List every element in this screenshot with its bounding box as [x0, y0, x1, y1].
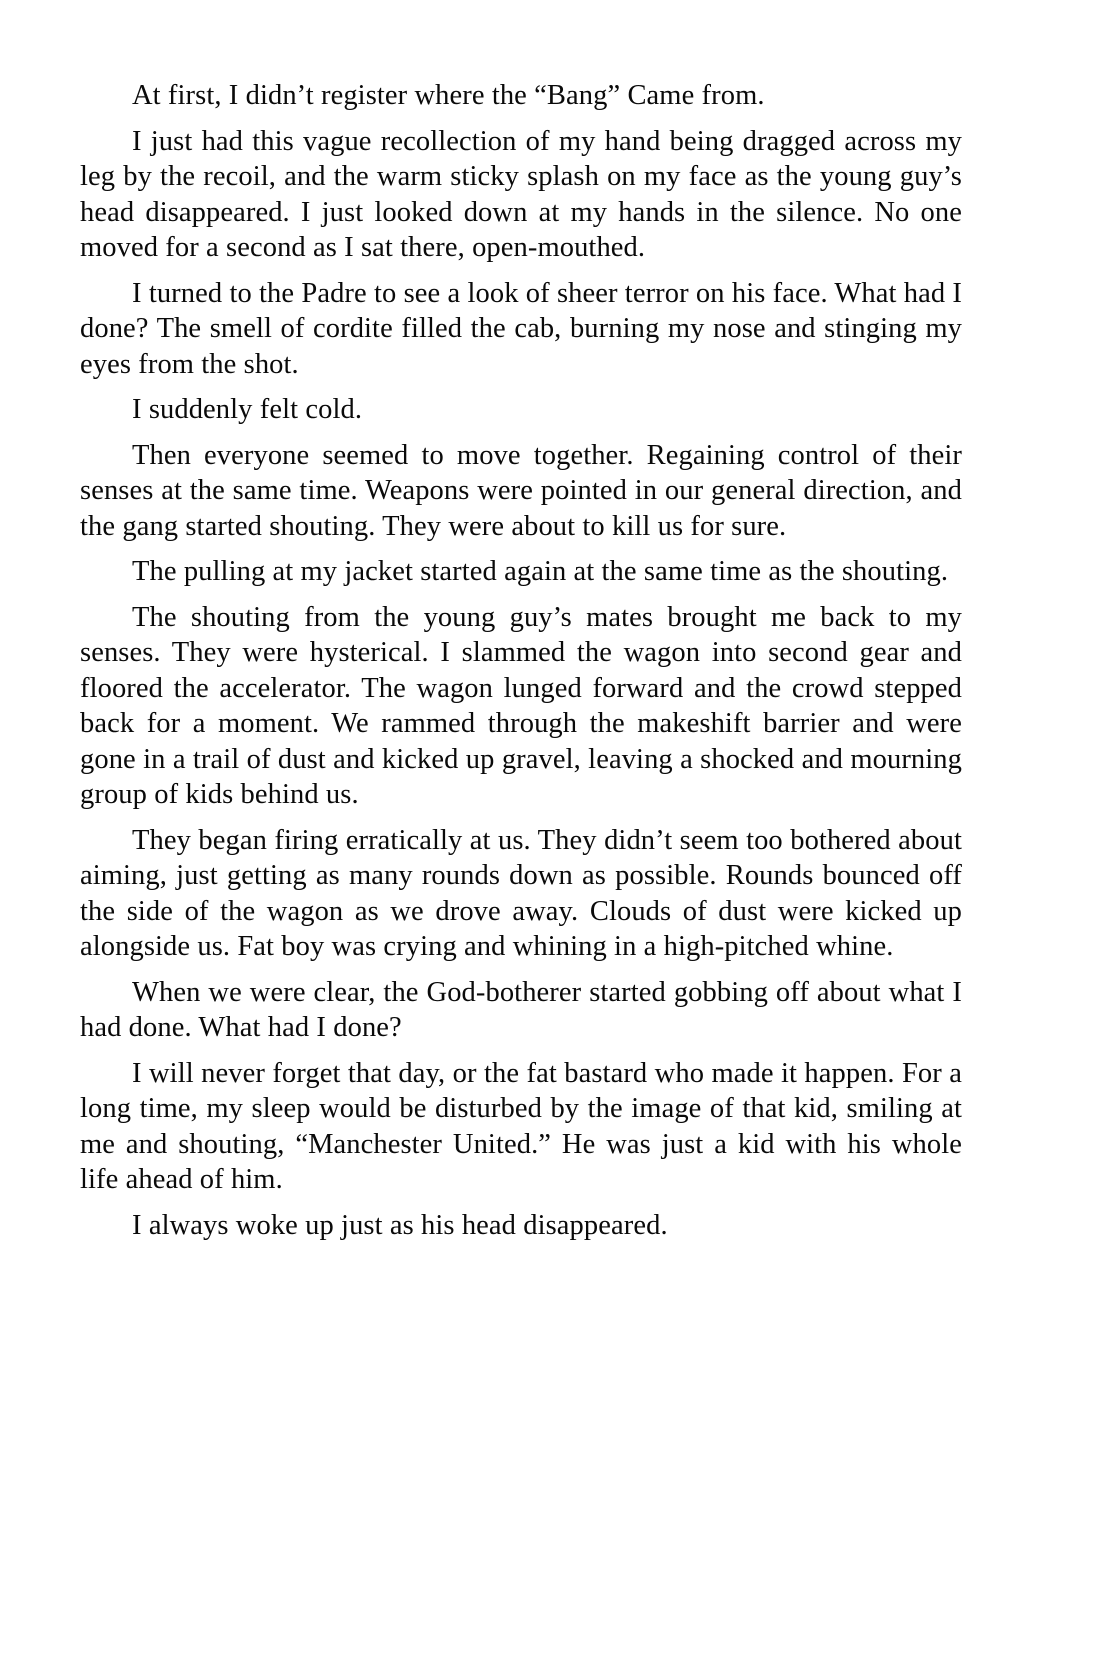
- paragraph: I will never forget that day, or the fat bastard who made it happen. For a long time, my sleep would be disturbed by the image of that kid, smiling at me and shouting, “Manchester United.” He was just a kid with his whole life ahead of him.: [80, 1057, 962, 1195]
- paragraph: They began firing erratically at us. They didn’t seem too bothered about aiming, just getting as many rounds down as possible. Rounds bounced off the side of the wagon as we drove away. Clouds of dust were kicked up alongside us. Fat boy was crying and whining in a high-pitched whine.: [80, 824, 962, 962]
- paragraph: At first, I didn’t register where the “Bang” Came from.: [132, 80, 765, 111]
- paragraph: I suddenly felt cold.: [132, 394, 363, 425]
- paragraph: I always woke up just as his head disappeared.: [132, 1209, 668, 1241]
- paragraph: When we were clear, the God-botherer started gobbing off about what I had done. What had I done?: [80, 976, 962, 1043]
- paragraph: The shouting from the young guy’s mates brought me back to my senses. They were hysterical. I slammed the wagon into second gear and floored the accelerator. The wagon lunged forward and the crowd stepped back for a moment. We rammed through the makeshift barrier and were gone in a trail of dust and kicked up gravel, leaving a shocked and mourning group of kids behind us.: [80, 601, 962, 810]
- paragraph: Then everyone seemed to move together. Regaining control of their senses at the same time. Weapons were pointed in our general direction, and the gang started shouting. They were about to kill us for sure.: [80, 439, 962, 542]
- paragraph: The pulling at my jacket started again at the same time as the shouting.: [132, 556, 949, 587]
- body-text-column: [80, 78, 962, 1243]
- paragraph: I just had this vague recollection of my hand being dragged across my leg by the recoil, and the warm sticky splash on my face as the young guy’s head disappeared. I just looked down at my hands in the silence. No one moved for a second as I sat there, open-mouthed.: [80, 125, 962, 263]
- paragraph: I turned to the Padre to see a look of sheer terror on his face. What had I done? The smell of cordite filled the cab, burning my nose and stinging my eyes from the shot.: [80, 277, 963, 380]
